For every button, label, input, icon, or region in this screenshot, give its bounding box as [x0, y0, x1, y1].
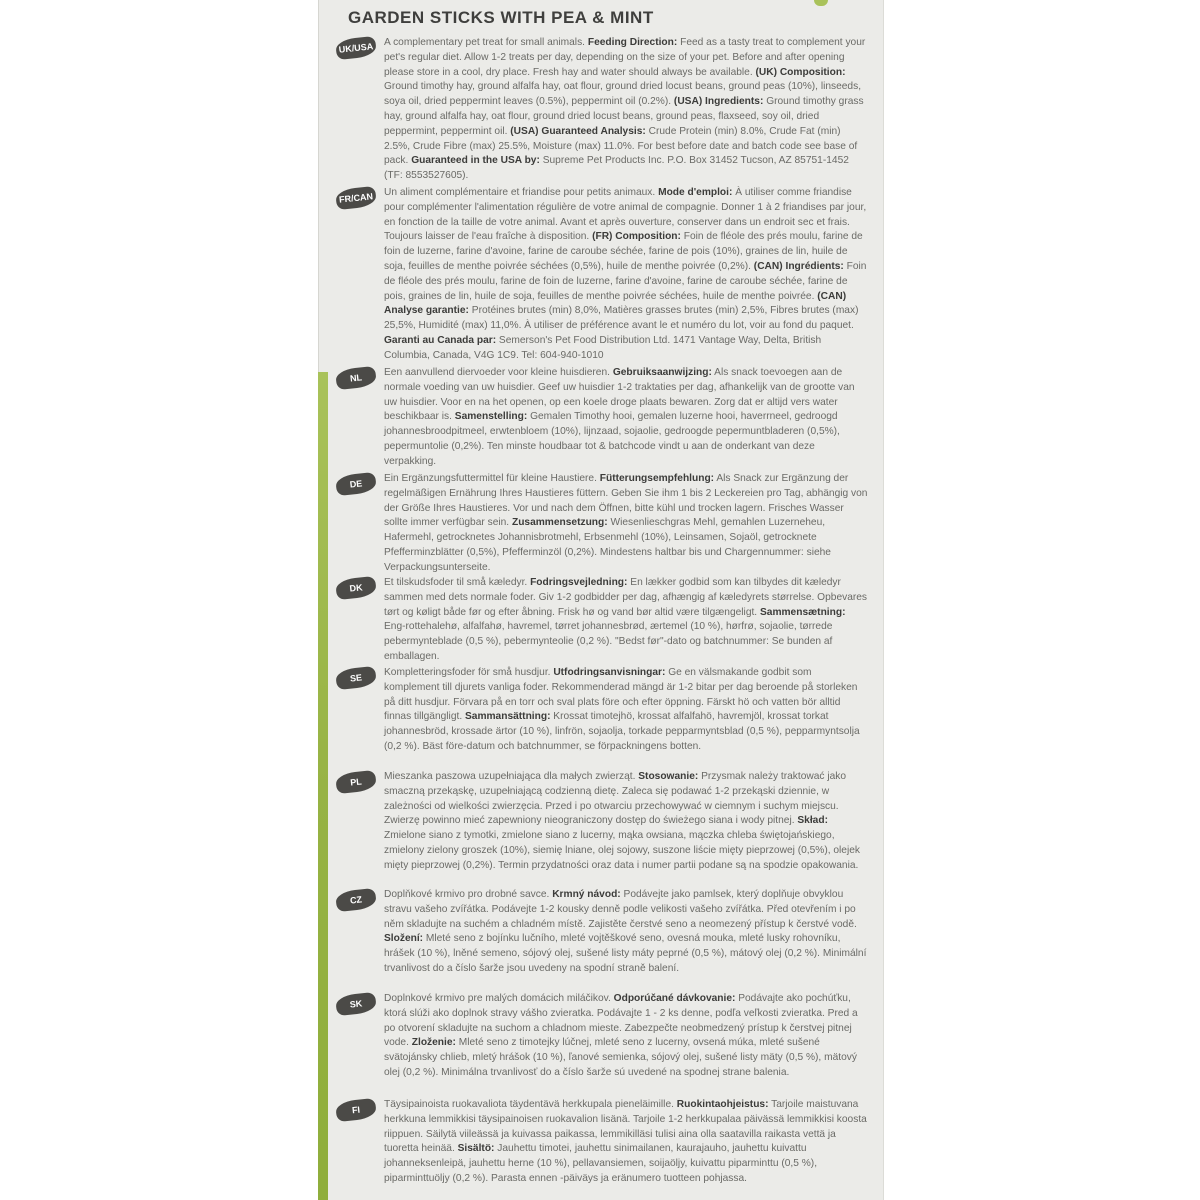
section-text-run: Un aliment complémentaire et friandise pour petits animaux.	[384, 187, 659, 198]
section-uk-usa	[336, 36, 868, 182]
language-badge: DK	[335, 576, 377, 600]
section-text-run: Mleté seno z bojínku lučního, mleté vojtěškové seno, ovesná mouka, mleté lusky rohovníku, hrášek (10 %), lněné semeno, sójový olej, sušené listy máty peprné (0,5 %), mátový olej (0,2 %). Minimální trvanlivost do a číslo šarže jsou uvedeny na spodní straně balení.	[384, 933, 867, 974]
green-edge-strip	[318, 372, 328, 1200]
section-fr-can	[336, 186, 868, 361]
section-sk	[336, 992, 868, 1088]
section-text	[384, 1098, 868, 1187]
section-text-run: Doplnkové krmivo pre malých domácich miláčikov.	[384, 993, 614, 1004]
section-text-run: Et tilskudsfoder til små kæledyr.	[384, 577, 531, 588]
section-text-run: Tarjoile maistuvana herkkuna lemmikkisi täysipainoisen ruokavalion lisänä. Tarjoile 1-2 herkkupalaa päivässä lemmikkisi koosta riippuen. Säilytä viileässä ja kuivassa paikassa, lemmikilläsi tulisi aina olla saatavilla raikasta vettä ja tuoretta heinää.	[384, 1099, 867, 1155]
section-text-run: Als snack toevoegen aan de normale voeding van uw huisdier. Geef uw huisdier 1-2 traktaties per dag, afhankelijk van de grootte van uw huisdier. Voor en na het openen, op een koele droge plaats bewaren. Zorg dat er altijd vers water beschikbaar is.	[384, 367, 855, 423]
language-badge: FI	[335, 1098, 377, 1122]
section-heading-run: Sammensætning:	[759, 606, 846, 618]
section-text-run: Als Snack zur Ergänzung der regelmäßigen Ernährung Ihres Haustieres füttern. Geben Sie ihm 1 bis 2 Leckereien pro Tag, abhängig von der Größe Ihres Haustieres. Vor und nach dem Öffnen, bitte kühl und trocken lagern. Frisches Wasser sollte immer verfügbar sein.	[384, 473, 868, 529]
section-text	[384, 366, 868, 466]
section-text	[384, 36, 868, 182]
section-heading-run: (FR) Composition:	[592, 231, 681, 243]
section-heading-run: Feeding Direction:	[587, 37, 678, 48]
section-text-run: Ground timothy grass hay, ground alfalfa hay, oat flour, ground dried locust beans, ground peas, flaxseed, soy oil, dried peppermint, peppermint oil.	[384, 96, 864, 137]
language-badge: SE	[335, 666, 377, 690]
section-text	[384, 770, 868, 874]
section-heading-run: Zusammensetzung:	[511, 517, 608, 529]
section-text-run: Eng-rottehalehø, alfalfahø, havremel, tørret johannesbrød, ærtemel (10 %), hørfrø, sojaolie, tørrede pebermynteblade (0,5 %), pebermynteolie (0,2 %). "Bedst før"-dato og batchnummer: Se bunden af emballagen.	[384, 621, 833, 662]
section-pl	[336, 770, 868, 882]
section-text-run: Protéines brutes (min) 8,0%, Matières grasses brutes (min) 2,5%, Fibres brutes (max) 25,5%, Humidité (max) 11,0%. À utiliser de préférence avant le et numéro du lot, voir au fond du paquet.	[384, 305, 859, 332]
section-text-run: Ein Ergänzungsfuttermittel für kleine Haustiere.	[384, 473, 600, 484]
language-badge: CZ	[335, 888, 377, 912]
section-text-run: Foin de fléole des prés moulu, farine de foin de luzerne, farine d'avoine, farine de caroube séchée, farine de pois (10%), graines de lin, huile de soja, feuilles de menthe poivrée séchées (0,5%), huile de menthe poivrée (0,2%).	[384, 231, 863, 272]
language-badge: PL	[335, 770, 377, 794]
section-text	[384, 992, 868, 1081]
section-heading-run: (CAN) Analyse garantie:	[384, 290, 847, 317]
section-heading-run: (USA) Ingredients:	[673, 96, 764, 108]
section-text-run: Supreme Pet Products Inc. P.O. Box 31452 Tucson, AZ 85751-1452 (TF: 8553527605).	[384, 155, 849, 182]
section-text-run: Mieszanka paszowa uzupełniająca dla małych zwierząt.	[384, 771, 639, 782]
section-heading-run: (USA) Guaranteed Analysis:	[510, 125, 646, 137]
section-heading-run: Stosowanie:	[638, 771, 699, 782]
section-text	[384, 666, 868, 755]
section-text-run: Ground timothy hay, ground alfalfa hay, oat flour, ground dried locust beans, ground peas (10%), linseeds, soya oil, dried peppermint leaves (0.5%), peppermint oil (0.2%).	[384, 81, 862, 108]
section-text-run: Kompletteringsfoder för små husdjur.	[384, 667, 554, 678]
section-heading-run: Odporúčané dávkovanie:	[613, 993, 736, 1004]
section-heading-run: Krmný návod:	[552, 889, 621, 900]
section-heading-run: Guaranteed in the USA by:	[411, 155, 540, 167]
section-text-run: Przysmak należy traktować jako smaczną przekąskę, uzupełniającą codzienną dietę. Zaleca się podawać 1-2 przekąski dziennie, w zależności od wielkości zwierzęcia. Przed i po otwarciu przechowywać w ciemnym i suchym miejscu. Zwierzę powinno mieć zapewniony nieograniczony dostęp do świeżego siana i wody pitnej.	[384, 771, 847, 827]
language-badge: UK/USA	[335, 36, 377, 60]
section-text-run: Foin de fléole des prés moulu, farine de foin de luzerne, farine d'avoine, farine de caroube séchée, farine de pois, graines de lin, huile de soja, feuilles de menthe poivrée séchées, huile de menthe poivrée.	[384, 260, 867, 302]
section-text-run: Wiesenlieschgras Mehl, gemahlen Luzerneheu, Hafermehl, getrocknetes Johannisbrotmehl, Erbsenmehl (10%), Leinsamen, Sojaöl, getrocknete Pfefferminzblätter (0,5%), Pfefferminzöl (0,2%). Mindestens haltbar bis und Chargennummer: siehe Verpackungsunterseite.	[384, 517, 831, 573]
section-text-run: Zmielone siano z tymotki, zmielone siano z lucerny, mąka owsiana, mączka chleba świętojańskiego, zmielony zielony groszek (10%), siemię lniane, olej sojowy, suszone liście mięty pieprzowej (0,5%), olejek mięty pieprzowej (0,2%). Termin przydatności oraz data i numer partii podane są na spodzie opakowania.	[384, 830, 860, 871]
section-text-run: Ge en välsmakande godbit som komplement till djurets vanliga foder. Rekommenderad mängd är 1-2 bitar per dag beroende på storleken på ditt husdjur. Förvara på en torr och sval plats före och efter öppning. Färskt hö och vatten bör alltid finnas tillgängligt.	[384, 667, 858, 723]
section-heading-run: Mode d'emploi:	[658, 187, 733, 198]
language-badge: NL	[335, 366, 377, 390]
section-heading-run: Fodringsvejledning:	[530, 577, 628, 588]
section-text-run: Mleté seno z timotejky lúčnej, mleté seno z lucerny, ovsená múka, mleté sušené svätojánsky chlieb, mletý hrášok (10 %), ľanové semienka, sójový olej, sušené listy mäty (0,5 %), mätový olej (0,2 %). Minimálna trvanlivosť do a číslo šarže sú uvedené na spodnej strane balenia.	[384, 1037, 857, 1078]
section-dk	[336, 576, 868, 662]
section-heading-run: Sammansättning:	[464, 711, 551, 723]
section-text	[384, 888, 868, 977]
section-heading-run: Složení:	[384, 933, 424, 945]
section-text-run: Podávajte ako pochúťku, ktorá slúži ako doplnok stravy vášho zvieratka. Podávajte 1 - 2 ks denne, podľa veľkosti zvieratka. Pred a po otvorení skladujte na suchom a chladnom mieste. Zabezpečte neobmedzený prístup k čerstvej pitnej vode.	[384, 993, 858, 1049]
section-text-run: Semerson's Pet Food Distribution Ltd. 1471 Vantage Way, Delta, British Columbia, Canada, V4G 1C9. Tel: 604-940-1010	[384, 334, 822, 361]
language-badge: FR/CAN	[335, 186, 377, 210]
section-fi	[336, 1098, 868, 1194]
section-text-run: À utiliser comme friandise pour complémenter l'alimentation régulière de votre animal de compagnie. Donner 1 à 2 friandises par jour, en fonction de la taille de votre animal. Avant et après ouverture, conserver dans un endroit sec et frais. Toujours laisser de l'eau fraîche à disposition.	[384, 187, 867, 243]
section-text-run: Een aanvullend diervoeder voor kleine huisdieren.	[384, 367, 613, 378]
section-text-run: Krossat timotejhö, krossat alfalfahö, havremjöl, krossat torkat johannesbröd, krossade ärtor (10 %), linfrön, sojaolja, torkade pepparmyntsblad (0,5 %), pepparmyntsolja (0,2 %). Bäst före-datum och batchnummer, se förpackningens botten.	[384, 711, 860, 752]
section-text-run: Feed as a tasty treat to complement your pet's regular diet. Allow 1-2 treats per day, depending on the size of your pet. Before and after opening please store in a cool, dry place. Fresh hay and water should always be available.	[384, 37, 866, 78]
section-text	[384, 472, 868, 573]
section-text-run: A complementary pet treat for small animals.	[384, 37, 588, 48]
section-heading-run: Skład:	[797, 815, 828, 827]
section-text-run: En lækker godbid som kan tilbydes dit kæledyr sammen med dets normale foder. Giv 1-2 godbidder per dag, afhængig af kæledyrets størrelse. Opbevares tørt og køligt både før og efter åbning. Frisk hø og vand bør altid være tilgængeligt.	[384, 577, 868, 618]
section-heading-run: Samenstelling:	[454, 411, 528, 423]
section-heading-run: Fütterungsempfehlung:	[599, 473, 715, 484]
section-nl	[336, 366, 868, 466]
section-text-run: Doplňkové krmivo pro drobné savce.	[384, 889, 553, 900]
product-title: GARDEN STICKS WITH PEA & MINT	[348, 8, 654, 27]
section-text	[384, 576, 868, 662]
section-cz	[336, 888, 868, 984]
section-text	[384, 186, 868, 361]
section-heading-run: Utfodringsanvisningar:	[553, 667, 666, 678]
section-text-run: Podávejte jako pamlsek, který doplňuje obvyklou stravu vašeho zvířátka. Podávejte 1-2 kousky denně podle velikosti vašeho zvířátka. Před otevřením i po něm skladujte na suchém a chladném místě. Zajistěte čerstvé seno a neomezený přístup k čerstvé vodě.	[384, 889, 857, 930]
section-text-run: Gemalen Timothy hooi, gemalen luzerne hooi, haverrneel, gedroogd johannesbroodpitmeel, erwtenbloem (10%), lijnzaad, sojaolie, gedroogde pepermuntbladeren (0,5%), pepermuntolie (0,2%). Ten minste houdbaar tot & batchcode vindt u aan de onderkant van deze verpakking.	[384, 411, 840, 467]
section-heading-run: Zloženie:	[411, 1037, 456, 1049]
language-badge: DE	[335, 472, 377, 496]
section-text-run: Täysipainoista ruokavaliota täydentävä herkkupala pieneläimille.	[384, 1099, 677, 1110]
section-text-run: Jauhettu timotei, jauhettu sinimailanen, kaurajauho, jauhettu kuivattu johanneksenleipä, jauhettu herne (10 %), pellavansiemen, soijaöljy, kuivattu piparminttu (0,5 %), piparminttuöljy (0,2 %). Parasta ennen -päiväys ja eränumero tuotteen pohjassa.	[384, 1143, 818, 1184]
section-text-run: Crude Protein (min) 8.0%, Crude Fat (min) 2.5%, Crude Fibre (max) 25.5%, Moisture (max) 11.0%. For best before date and batch code see base of pack.	[384, 125, 858, 167]
section-de	[336, 472, 868, 573]
section-heading-run: (CAN) Ingrédients:	[753, 260, 844, 272]
section-heading-run: Garanti au Canada par:	[384, 334, 497, 346]
language-badge: SK	[335, 992, 377, 1016]
section-heading-run: (UK) Composition:	[755, 66, 846, 78]
section-heading-run: Sisältö:	[457, 1143, 495, 1155]
section-heading-run: Ruokintaohjeistus:	[676, 1099, 769, 1110]
section-se	[336, 666, 868, 762]
section-heading-run: Gebruiksaanwijzing:	[612, 367, 712, 378]
